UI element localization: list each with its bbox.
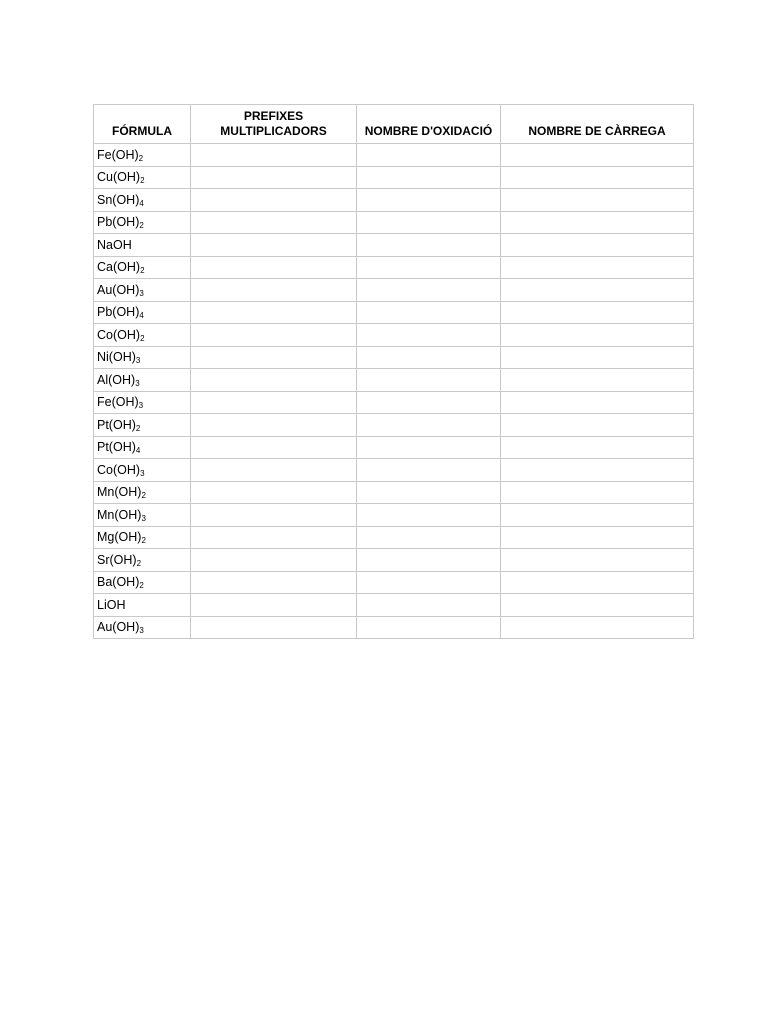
formula-subscript: 2 (139, 581, 144, 591)
charge-answer-cell[interactable] (501, 549, 694, 572)
formula-cell (94, 369, 191, 392)
prefixes-answer-cell[interactable] (191, 189, 357, 212)
formula-base: Ba(OH) (97, 575, 140, 590)
table-row (94, 481, 694, 504)
prefixes-answer-cell[interactable] (191, 211, 357, 234)
table-row (94, 166, 694, 189)
table-row (94, 256, 694, 279)
table-row (94, 144, 694, 167)
prefixes-answer-cell[interactable] (191, 144, 357, 167)
charge-answer-cell[interactable] (501, 211, 694, 234)
formula-base: Pt(OH) (97, 440, 136, 455)
formula-cell (94, 346, 191, 369)
prefixes-answer-cell[interactable] (191, 391, 357, 414)
formula-cell (94, 481, 191, 504)
formula-base: Mn(OH) (97, 507, 142, 522)
formula-cell (94, 144, 191, 167)
prefixes-answer-cell[interactable] (191, 414, 357, 437)
formula-base: Fe(OH) (97, 395, 139, 410)
formula-cell (94, 414, 191, 437)
formula-base: Mg(OH) (97, 530, 142, 545)
table-row (94, 504, 694, 527)
charge-answer-cell[interactable] (501, 189, 694, 212)
formula-subscript: 2 (135, 423, 141, 433)
charge-answer-cell[interactable] (501, 616, 694, 639)
oxidation-answer-cell[interactable] (357, 414, 501, 437)
prefixes-answer-cell[interactable] (191, 594, 357, 617)
formula-cell (94, 459, 191, 482)
charge-answer-cell[interactable] (501, 526, 694, 549)
formula-subscript: 3 (141, 513, 146, 523)
table-row (94, 616, 694, 639)
oxidation-answer-cell[interactable] (357, 324, 501, 347)
prefixes-answer-cell[interactable] (191, 369, 357, 392)
oxidation-answer-cell[interactable] (357, 144, 501, 167)
formula-base: NaOH (97, 237, 132, 252)
formula-subscript: 3 (139, 288, 144, 298)
formula-base: Co(OH) (97, 462, 141, 477)
oxidation-answer-cell[interactable] (357, 459, 501, 482)
charge-answer-cell[interactable] (501, 301, 694, 324)
oxidation-answer-cell[interactable] (357, 211, 501, 234)
formula-cell (94, 211, 191, 234)
prefixes-answer-cell[interactable] (191, 459, 357, 482)
hydroxide-table (93, 104, 694, 639)
formula-cell (94, 166, 191, 189)
formula-subscript: 2 (141, 491, 146, 501)
table-row (94, 189, 694, 212)
formula-subscript: 3 (135, 378, 140, 388)
formula-base: Au(OH) (97, 282, 140, 297)
charge-answer-cell[interactable] (501, 369, 694, 392)
formula-cell (94, 571, 191, 594)
charge-answer-cell[interactable] (501, 594, 694, 617)
oxidation-answer-cell[interactable] (357, 571, 501, 594)
oxidation-answer-cell[interactable] (357, 436, 501, 459)
table-row (94, 526, 694, 549)
formula-cell (94, 189, 191, 212)
table-row (94, 459, 694, 482)
formula-cell (94, 594, 191, 617)
formula-base: Sr(OH) (97, 552, 137, 567)
oxidation-answer-cell[interactable] (357, 346, 501, 369)
prefixes-answer-cell[interactable] (191, 481, 357, 504)
formula-subscript: 3 (135, 356, 141, 366)
formula-subscript: 2 (140, 266, 145, 276)
formula-base: LiOH (97, 597, 126, 612)
table-row (94, 324, 694, 347)
oxidation-answer-cell[interactable] (357, 189, 501, 212)
charge-answer-cell[interactable] (501, 144, 694, 167)
charge-answer-cell[interactable] (501, 459, 694, 482)
table-row (94, 369, 694, 392)
formula-base: Cu(OH) (97, 170, 141, 185)
prefixes-answer-cell[interactable] (191, 166, 357, 189)
formula-cell (94, 391, 191, 414)
charge-answer-cell[interactable] (501, 481, 694, 504)
formula-cell (94, 549, 191, 572)
prefixes-answer-cell[interactable] (191, 324, 357, 347)
formula-cell (94, 234, 191, 257)
prefixes-answer-cell[interactable] (191, 549, 357, 572)
header-prefixes-line2: MULTIPLICADORS (220, 124, 327, 138)
formula-subscript: 2 (140, 333, 145, 343)
formula-base: Pt(OH) (97, 417, 136, 432)
prefixes-answer-cell[interactable] (191, 571, 357, 594)
oxidation-answer-cell[interactable] (357, 166, 501, 189)
formula-base: Pb(OH) (97, 305, 140, 320)
formula-cell (94, 301, 191, 324)
oxidation-answer-cell[interactable] (357, 369, 501, 392)
oxidation-answer-cell[interactable] (357, 504, 501, 527)
table-row (94, 211, 694, 234)
formula-base: Sn(OH) (97, 192, 140, 207)
formula-subscript: 3 (138, 401, 144, 411)
table-body (94, 144, 694, 639)
header-prefixes (191, 105, 357, 144)
formula-cell (94, 279, 191, 302)
formula-cell (94, 256, 191, 279)
formula-base: Pb(OH) (97, 215, 140, 230)
header-row (94, 105, 694, 144)
table-row (94, 279, 694, 302)
oxidation-answer-cell[interactable] (357, 481, 501, 504)
prefixes-answer-cell[interactable] (191, 504, 357, 527)
charge-answer-cell[interactable] (501, 346, 694, 369)
prefixes-answer-cell[interactable] (191, 256, 357, 279)
formula-cell (94, 616, 191, 639)
formula-subscript: 2 (141, 536, 146, 546)
formula-cell (94, 526, 191, 549)
charge-answer-cell[interactable] (501, 324, 694, 347)
formula-base: Mn(OH) (97, 485, 142, 500)
table-row (94, 436, 694, 459)
formula-cell (94, 324, 191, 347)
table-row (94, 549, 694, 572)
header-oxidation-number: NOMBRE D'OXIDACIÓ (357, 105, 501, 144)
oxidation-answer-cell[interactable] (357, 549, 501, 572)
formula-base: Al(OH) (97, 372, 136, 387)
oxidation-answer-cell[interactable] (357, 594, 501, 617)
charge-answer-cell[interactable] (501, 391, 694, 414)
formula-base: Au(OH) (97, 620, 140, 635)
formula-base: Ca(OH) (97, 260, 141, 275)
oxidation-answer-cell[interactable] (357, 279, 501, 302)
oxidation-answer-cell[interactable] (357, 616, 501, 639)
charge-answer-cell[interactable] (501, 436, 694, 459)
header-formula: FÓRMULA (94, 105, 191, 144)
charge-answer-cell[interactable] (501, 414, 694, 437)
formula-subscript: 4 (135, 446, 141, 456)
charge-answer-cell[interactable] (501, 279, 694, 302)
oxidation-answer-cell[interactable] (357, 391, 501, 414)
formula-cell (94, 504, 191, 527)
oxidation-answer-cell[interactable] (357, 256, 501, 279)
formula-subscript: 2 (140, 176, 145, 186)
formula-base: Fe(OH) (97, 147, 139, 162)
table-row (94, 301, 694, 324)
formula-subscript: 2 (139, 221, 144, 231)
formula-subscript: 4 (139, 198, 144, 208)
prefixes-answer-cell[interactable] (191, 279, 357, 302)
charge-answer-cell[interactable] (501, 166, 694, 189)
formula-cell (94, 436, 191, 459)
prefixes-answer-cell[interactable] (191, 616, 357, 639)
formula-subscript: 4 (139, 311, 144, 321)
header-prefixes-line1: PREFIXES (243, 109, 304, 123)
oxidation-answer-cell[interactable] (357, 526, 501, 549)
oxidation-answer-cell[interactable] (357, 234, 501, 257)
formula-subscript: 3 (140, 468, 145, 478)
worksheet (93, 104, 694, 639)
charge-answer-cell[interactable] (501, 504, 694, 527)
charge-answer-cell[interactable] (501, 256, 694, 279)
formula-subscript: 2 (136, 558, 142, 568)
charge-answer-cell[interactable] (501, 571, 694, 594)
prefixes-answer-cell[interactable] (191, 346, 357, 369)
prefixes-answer-cell[interactable] (191, 301, 357, 324)
table-row (94, 234, 694, 257)
prefixes-answer-cell[interactable] (191, 234, 357, 257)
formula-base: Co(OH) (97, 327, 141, 342)
charge-answer-cell[interactable] (501, 234, 694, 257)
table-row (94, 391, 694, 414)
formula-base: Ni(OH) (97, 350, 136, 365)
prefixes-answer-cell[interactable] (191, 436, 357, 459)
formula-subscript: 2 (138, 153, 144, 163)
formula-subscript: 3 (139, 626, 144, 636)
table-row (94, 594, 694, 617)
table-row (94, 571, 694, 594)
header-charge-number: NOMBRE DE CÀRREGA (501, 105, 694, 144)
table-row (94, 414, 694, 437)
table-row (94, 346, 694, 369)
prefixes-answer-cell[interactable] (191, 526, 357, 549)
oxidation-answer-cell[interactable] (357, 301, 501, 324)
